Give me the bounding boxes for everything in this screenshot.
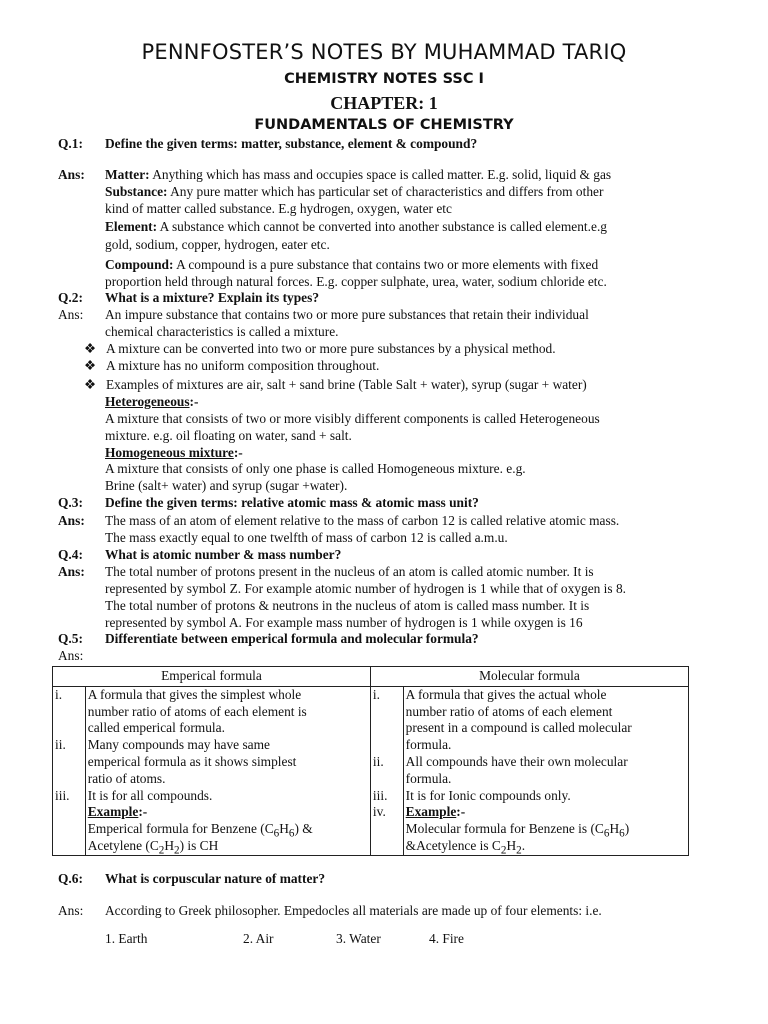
matter-term: Matter: [105,167,150,182]
q2-ans-label: Ans: [58,307,84,322]
molecular-header: Molecular formula [370,667,688,687]
q5-ans-label: Ans: [58,648,84,663]
list-item: 1. Earth [105,931,148,946]
document-subject: CHEMISTRY NOTES SSC I [284,71,484,87]
q1-ans-label: Ans: [58,167,85,182]
q1-question: Define the given terms: matter, substance, element & compound? [105,136,478,151]
table-header-row [53,667,689,687]
q5-question: Differentiate between emperical formula and molecular formula? [105,631,479,646]
q6-label: Q.6: [58,871,83,886]
substance-term: Substance: [105,184,168,199]
q5-label: Q.5: [58,631,83,646]
bullet-icon: ❖ [84,341,97,356]
compound-term: Compound: [105,257,174,272]
list-item: 3. Water [336,931,381,946]
q3-ans-label: Ans: [58,513,85,528]
bullet-icon: ❖ [84,358,97,373]
list-item: 2. Air [243,931,274,946]
q2-question: What is a mixture? Explain its types? [105,290,320,305]
q4-label: Q.4: [58,547,83,562]
table-row: i. ii. iii. A formula that gives the simplest whole number ratio of atoms of each element is called emperical formula. Many compounds may have same emperical formula as it shows simplest ratio of atoms. It is for all compounds. Example:- Emperical formula for Benzene $(C_6H_6)$ & Acetylene $(C_2H_2)$ is CH i. ii. iii. iv. A formula that gives the actual whole number ratio of atoms of each element present in a compound is called molecular formula. All compounds have their own molecular formula. It is for Ionic compounds only. Example:- Molecular formula for Benzene is $(C_6H_6)$ &Acetylence is $C_2H_2$. [53,686,689,855]
chapter-title: FUNDAMENTALS OF CHEMISTRY [254,117,514,133]
chapter-number: CHAPTER: 1 [330,93,438,113]
q1-label: Q.1: [58,136,83,151]
q6-ans-label: Ans: [58,903,84,918]
q3-label: Q.3: [58,495,83,510]
molecular-cell: A formula that gives the actual whole number ratio of atoms of each element present in a compound is called molecular formula. All compounds have their own molecular formula. It is for Ionic compounds only. Example:- Molecular formula for Benzene is $(C_6H_6)$ &Acetylence is $C_2H_2$. [403,686,688,855]
bullet-icon: ❖ [84,377,97,392]
empirical-cell: A formula that gives the simplest whole number ratio of atoms of each element is called emperical formula. Many compounds may have same emperical formula as it shows simplest ratio of atoms. It is for all compounds. Example:- Emperical formula for Benzene $(C_6H_6)$ & Acetylene $(C_2H_2)$ is CH [85,686,370,855]
list-item: 4. Fire [429,931,464,946]
q1-matter: Matter: Anything which has mass and occupies space is called matter. E.g. solid, liquid & gas [105,167,612,182]
q6-question: What is corpuscular nature of matter? [105,871,326,886]
document-page: PENNFOSTER’S NOTES BY MUHAMMAD TARIQ CHEMISTRY NOTES SSC I CHAPTER: 1 FUNDAMENTALS OF CHEMISTRY Q.1: Define the given terms: matter, substance, element & compound? Ans: Matter: Anything which has mass and occupies space is called matter. E.g. solid, liquid & gas Substance: Any pure matter which has particular set of characteristics and differs from other kind of matter called substance. E.g hydrogen, oxygen, water etc Element: A substance which cannot be converted into another substance is called element.e.g gold, sodium, copper, hydrogen, eater etc. Compound: A compound is a pure substance that contains two or more elements with fixed proportion held through natural forces. E.g. copper sulphate, urea, water, sodium chloride etc. Q.2: What is a mixture? Explain its types? Ans: An impure substance that contains two or more pure substances that retain their individual chemical characteristics is called a mixture. ❖ A mixture can be converted into two or more pure substances by a physical method. ❖ A mixture has no uniform composition throughout. ❖ Examples of mixtures are air, salt + sand brine (Table Salt + water), syrup (sugar + water) Heterogeneous:- A mixture that consists of two or more visibly different components is called Heterogeneous mixture. e.g. oil floating on water, sand + salt. Homogeneous mixture:- A mixture that consists of only one phase is called Homogeneous mixture. e.g. Brine (salt+ water) and syrup (sugar +water). Q.3: Define the given terms: relative atomic mass & atomic mass unit? Ans: The mass of an atom of element relative to the mass of carbon 12 is called relative atomic mass. The mass exactly equal to one twelfth of mass of carbon 12 is called a.m.u. Q.4: What is atomic number & mass number? Ans: The total number of protons present in the nucleus of an atom is called atomic number. It is represented by symbol Z. For example atomic number of hydrogen is 1 while that of oxygen is 8. The total number of protons & neutrons in the nucleus of atom is called mass number. It is represented by symbol A. For example mass number of hydrogen is 1 while oxygen is 16 Q.5: Differentiate between emperical formula and molecular formula? Ans: Emperical formula Molecular formula i. ii. iii. A formula that gives the simplest whole number ratio of atoms of each element is called emperical formula. Many compounds may have same emperical formula as it shows simplest ratio of atoms. It is for all compounds. Example:- Emperical formula for Benzene $(C_6H_6)$ & Acetylene $(C_2H_2)$ is CH i. ii. iii. iv. A formula that gives the actual whole number ratio of atoms of each element present in a compound is called molecular formula. All compounds have their own molecular formula. It is for Ionic compounds only. Example:- Molecular formula for Benzene is $(C_6H_6)$ &Acetylence is $C_2H_2$. Q.6: What is corpuscular nature of matter? Ans: According to Greek philosopher. Empedocles all materials are made up of four elements: i.e. 1. Earth 2. Air 3. Water 4. Fire [0,0,768,1024]
q4-ans-label: Ans: [58,564,85,579]
empirical-header: Emperical formula [53,667,371,687]
q4-question: What is atomic number & mass number? [105,547,342,562]
element-term: Element: [105,219,158,234]
formula-comparison-table [52,666,689,856]
q3-question: Define the given terms: relative atomic mass & atomic mass unit? [105,495,479,510]
q2-label: Q.2: [58,290,83,305]
document-title: PENNFOSTER’S NOTES BY MUHAMMAD TARIQ [141,40,627,64]
